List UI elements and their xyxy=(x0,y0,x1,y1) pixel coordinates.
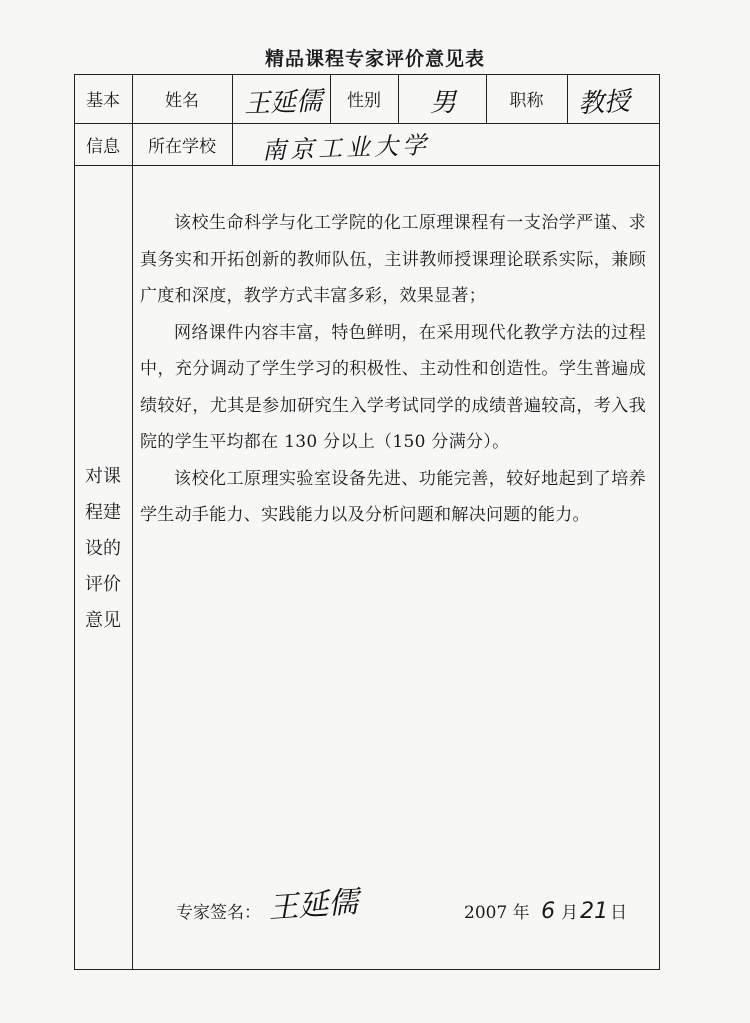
basic-info-label-bottom: 信息 xyxy=(86,136,120,157)
evaluation-paragraph: 网络课件内容丰富，特色鲜明，在采用现代化教学方法的过程中，充分调动了学生学习的积极性、主动性和创造性。学生普遍成绩较好，尤其是参加研究生入学考试同学的成绩普遍较高，考入我院的学生平均都在 130 分以上（150 分满分）。 xyxy=(140,322,646,452)
col-divider-name-value xyxy=(232,74,233,165)
col-divider-label xyxy=(132,74,133,970)
side-label-line: 程建 xyxy=(85,502,121,523)
side-label-line: 设的 xyxy=(85,538,121,559)
school-value: 南京工业大学 xyxy=(261,131,431,165)
col-divider-title-value xyxy=(567,74,568,123)
side-label-line: 意见 xyxy=(85,610,121,631)
signature-label: 专家签名： xyxy=(176,903,261,923)
job-title-value: 教授 xyxy=(577,86,631,120)
evaluation-side-label xyxy=(74,459,132,639)
col-divider-gender-value xyxy=(398,74,399,123)
date-day-unit: 日 xyxy=(610,903,628,923)
signature: 王延儒 xyxy=(267,884,360,927)
gender-label: 性别 xyxy=(347,91,381,111)
gender-value: 男 xyxy=(430,88,457,118)
school-label: 所在学校 xyxy=(148,136,216,157)
date-year-unit: 年 xyxy=(512,903,530,923)
side-label-line: 评价 xyxy=(85,574,121,595)
basic-info-label-top: 基本 xyxy=(86,91,120,111)
date-year: 2007 xyxy=(464,903,508,923)
evaluation-paragraph: 该校化工原理实验室设备先进、功能完善，较好地起到了培养学生动手能力、实践能力以及分析问题和解决问题的能力。 xyxy=(140,468,646,525)
date-day: 21 xyxy=(580,899,609,924)
name-value: 王延儒 xyxy=(243,86,323,120)
form-title: 精品课程专家评价意见表 xyxy=(264,48,485,70)
row-divider-2 xyxy=(74,165,660,166)
side-label-line: 对课 xyxy=(85,466,121,487)
evaluation-text xyxy=(140,205,646,534)
evaluation-paragraph: 该校生命科学与化工学院的化工原理课程有一支治学严谨、求真务实和开拓创新的教师队伍，主讲教师授课理论联系实际，兼顾广度和深度，教学方式丰富多彩，效果显著； xyxy=(140,213,646,306)
date-month: 6 xyxy=(541,899,556,924)
date-month-unit: 月 xyxy=(561,903,579,923)
name-label: 姓名 xyxy=(165,91,199,111)
job-title-label: 职称 xyxy=(509,91,544,111)
signature-date xyxy=(464,898,627,924)
